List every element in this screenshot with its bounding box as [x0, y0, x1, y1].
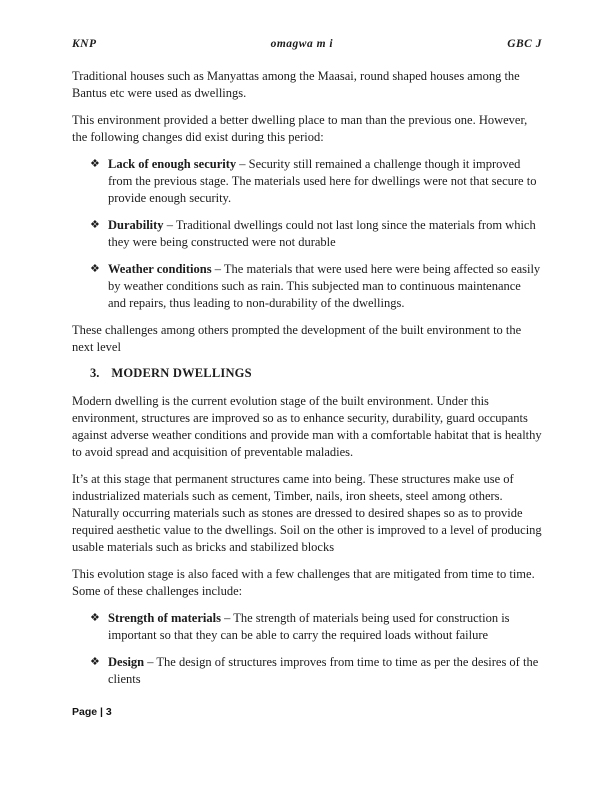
header-center-text: omagwa m i	[270, 38, 334, 50]
bullet-text	[108, 217, 542, 251]
page-header	[72, 38, 542, 50]
bullet-term: Lack of enough security	[108, 157, 237, 171]
paragraph-evolution-challenges: This evolution stage is also faced with a few challenges that are mitigated from time to time. Some of these challenges include:	[72, 567, 535, 598]
list-item	[90, 217, 542, 251]
bullet-term: Weather conditions	[108, 262, 212, 276]
list-item	[90, 261, 542, 312]
paragraph-environment-intro: This environment provided a better dwelling place to man than the previous one. However, the following changes did exist during this period:	[72, 113, 528, 144]
bullet-term: Design	[108, 655, 145, 669]
diamond-bullet-icon: ❖	[90, 656, 100, 668]
challenges-list-traditional	[72, 156, 542, 312]
header-right-text: GBC J	[507, 38, 542, 50]
bullet-body: – Traditional dwellings could not last long since the materials from which they were being constructed were not durable	[108, 218, 536, 249]
bullet-text	[108, 610, 542, 644]
paragraph-permanent-structures: It’s at this stage that permanent structures came into being. These structures make use of industrialized materials such as cement, Timber, nails, iron sheets, steel among others. Naturally occurring materials such as stones are dressed to desired shapes so as to provide required aesthetic value to the dwellings. Soil on the other is improved to a level of producing usable materials such as bricks and stabilized blocks	[72, 472, 542, 554]
diamond-bullet-icon: ❖	[90, 219, 100, 231]
bullet-term: Durability	[108, 218, 164, 232]
list-item	[90, 654, 542, 688]
bullet-body: – The design of structures improves from time to time as per the desires of the clients	[108, 655, 539, 686]
bullet-body: – Security still remained a challenge though it improved from the previous stage. The materials used here for dwellings were not that secure to provide enough security.	[108, 157, 537, 205]
list-item	[90, 156, 542, 207]
list-item	[90, 610, 542, 644]
bullet-body: – The materials that were used here were being affected so easily by weather conditions such as rain. This subjected man to continuous maintenance and repairs, thus leading to non-durability of the dwellings.	[108, 262, 541, 310]
paragraph-traditional-houses: Traditional houses such as Manyattas among the Maasai, round shaped houses among the Bantus etc were used as dwellings.	[72, 69, 520, 100]
bullet-text	[108, 654, 542, 688]
heading-title: MODERN DWELLINGS	[111, 366, 252, 380]
diamond-bullet-icon: ❖	[90, 158, 100, 170]
bullet-body: – The strength of materials being used for construction is important so that they can be able to carry the required loads without failure	[108, 611, 510, 642]
bullet-text	[108, 261, 542, 312]
heading-number: 3.	[90, 366, 100, 380]
header-left-text: KNP	[72, 38, 97, 50]
bullet-term: Strength of materials	[108, 611, 221, 625]
bullet-text	[108, 156, 542, 207]
diamond-bullet-icon: ❖	[90, 263, 100, 275]
diamond-bullet-icon: ❖	[90, 612, 100, 624]
paragraph-modern-dwelling-intro: Modern dwelling is the current evolution stage of the built environment. Under this environment, structures are improved so as to enhance security, durability, guard occupants against adverse weather conditions and provide man with a comfortable habitat that is healthy to avoid spread and acquisition of preventable maladies.	[72, 394, 542, 459]
challenges-list-modern	[72, 610, 542, 688]
section-heading-modern-dwellings	[90, 366, 542, 381]
paragraph-challenges-prompt: These challenges among others prompted the development of the built environment to the next level	[72, 323, 522, 354]
page-footer: Page | 3	[72, 706, 112, 718]
